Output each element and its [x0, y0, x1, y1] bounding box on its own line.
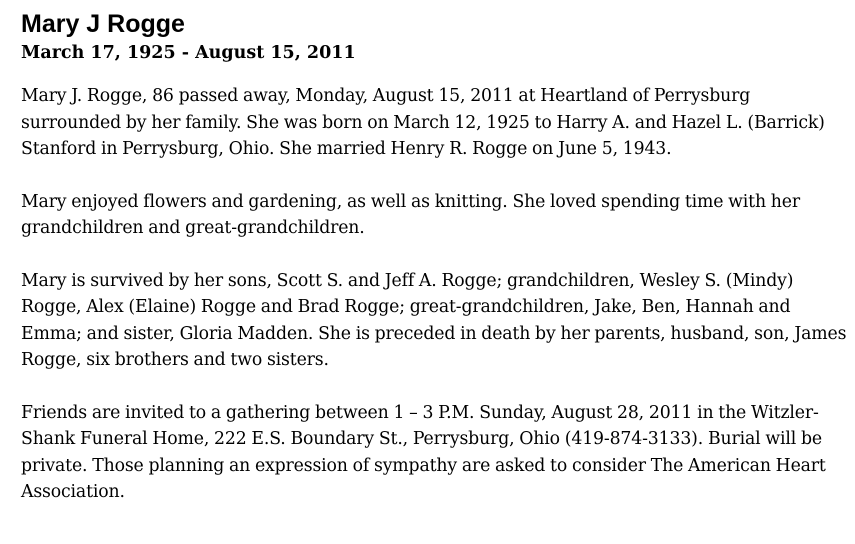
obituary-paragraph-hobbies: Mary enjoyed flowers and gardening, as well as knitting. She loved spending time with her grandchildren and great-grandchildren. [21, 191, 800, 238]
obituary-paragraph-death: Mary J. Rogge, 86 passed away, Monday, August 15, 2011 at Heartland of Perrysburg surrounded by her family. She was born on March 12, 1925 to Harry A. and Hazel L. (Barrick) Stanford in Perrysburg, Ohio. She married Henry R. Rogge on June 5, 1943. [21, 86, 825, 159]
obituary-dates: March 17, 1925 - August 15, 2011 [21, 43, 356, 63]
obituary-paragraph-services: Friends are invited to a gathering between 1 – 3 P.M. Sunday, August 28, 2011 in the Witzler-Shank Funeral Home, 222 E.S. Boundary St., Perrysburg, Ohio (419-874-3133). Burial will be private. Those planning an expression of sympathy are asked to consider The American Heart Association. [21, 402, 826, 502]
obituary-paragraph-survivors: Mary is survived by her sons, Scott S. and Jeff A. Rogge; grandchildren, Wesley S. (Mindy) Rogge, Alex (Elaine) Rogge and Brad Rogge; great-grandchildren, Jake, Ben, Hannah and Emma; and sister, Gloria Madden. She is preceded in death by her parents, husband, son, James Rogge, six brothers and two sisters. [21, 270, 847, 370]
obituary-page [21, 0, 851, 506]
obituary-name: Mary J Rogge [21, 10, 185, 38]
